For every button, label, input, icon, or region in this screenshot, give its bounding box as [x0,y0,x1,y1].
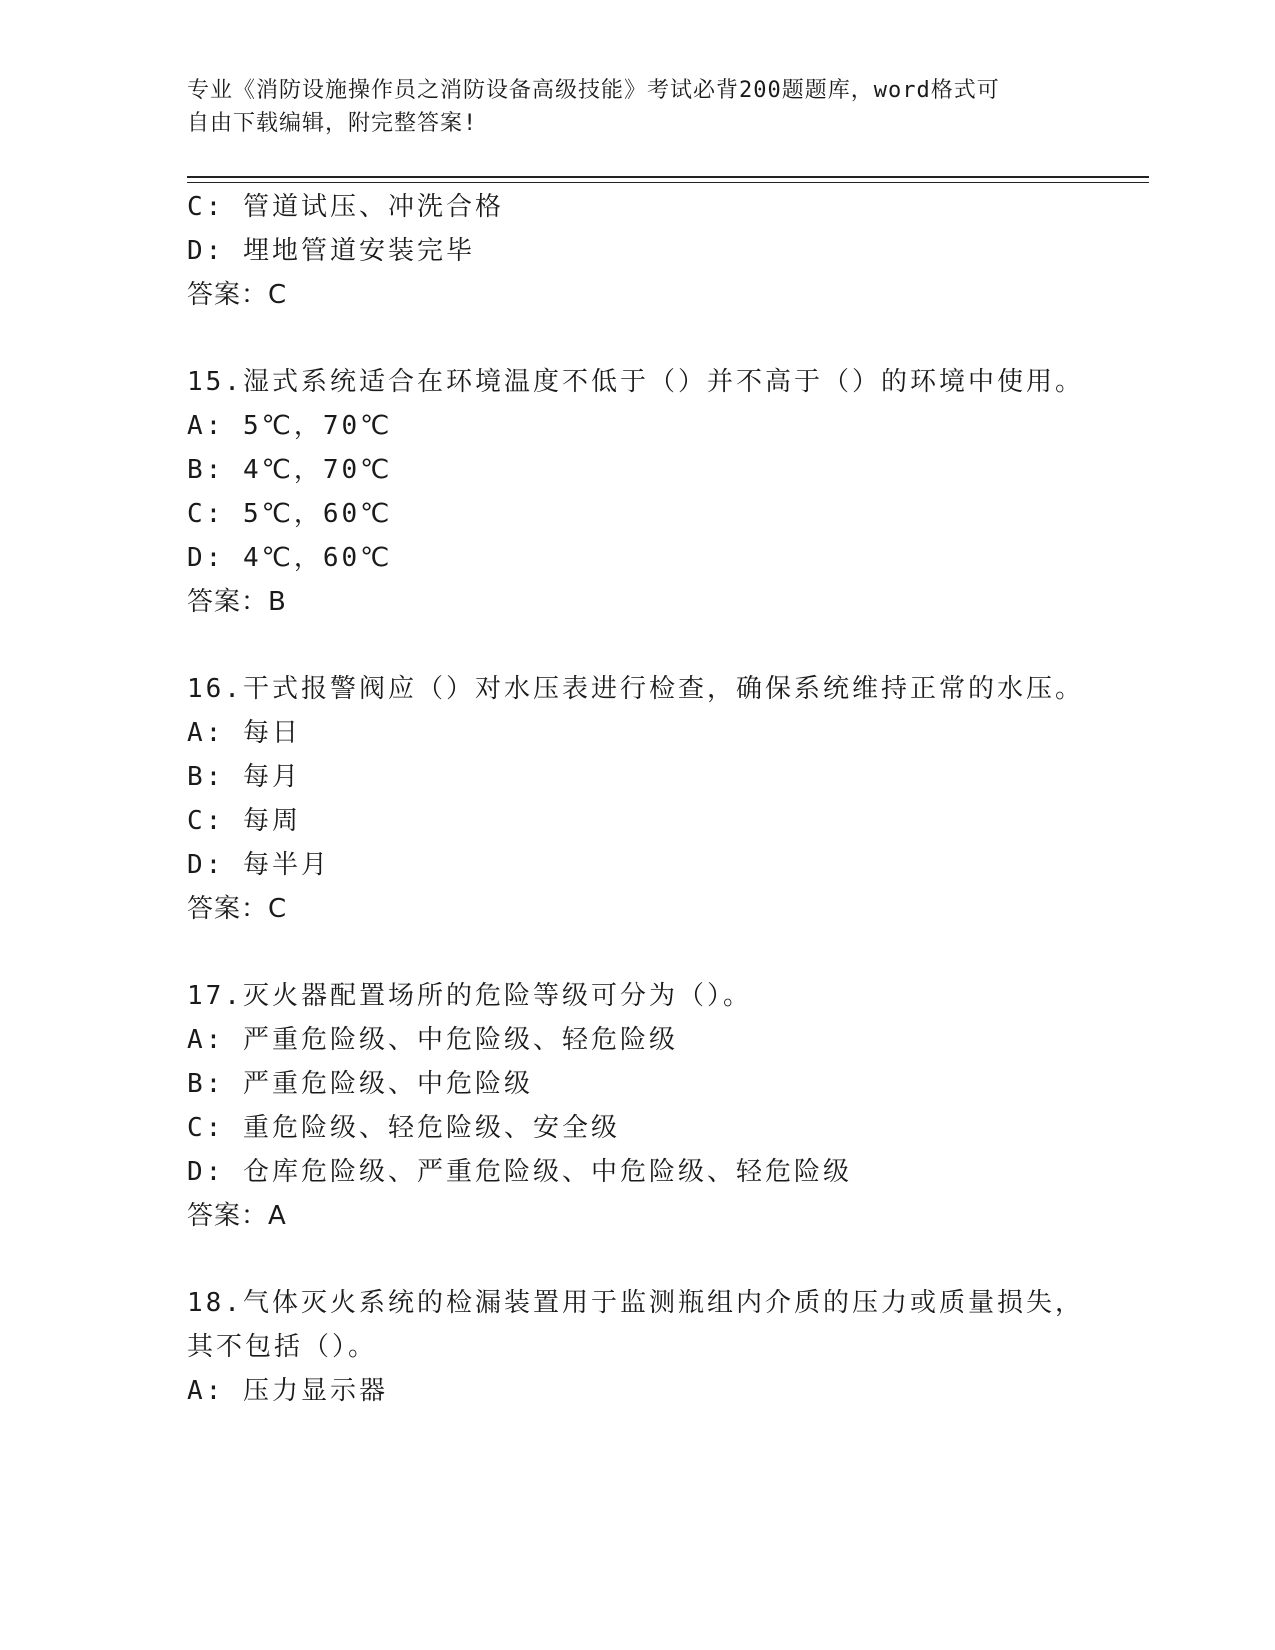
answer-line: 答案：B [187,587,287,617]
question-stem: 17.灭火器配置场所的危险等级可分为（）。 [187,981,752,1011]
header-line-2: 自由下载编辑，附完整答案! [187,111,478,136]
option-a: A: 每日 [187,718,301,748]
document-header [187,74,1087,140]
option-c: C: 5℃，60℃ [187,499,393,529]
header-divider-thin [187,182,1149,183]
question-stem: 16.干式报警阀应（）对水压表进行检查，确保系统维持正常的水压。 [187,674,1084,704]
header-divider [187,176,1149,178]
option-a: A: 严重危险级、中危险级、轻危险级 [187,1025,678,1055]
answer-line: 答案：A [187,1201,287,1231]
option-b: B: 严重危险级、中危险级 [187,1069,533,1099]
option-d: D: 4℃，60℃ [187,543,393,573]
question-stem: 18.气体灭火系统的检漏装置用于监测瓶组内介质的压力或质量损失， [187,1288,1084,1318]
option-d: D: 每半月 [187,850,330,880]
option-c: C: 每周 [187,806,301,836]
option-b: B: 每月 [187,762,301,792]
option-d: D: 埋地管道安装完毕 [187,236,475,266]
option-d: D: 仓库危险级、严重危险级、中危险级、轻危险级 [187,1157,852,1187]
option-a: A: 压力显示器 [187,1376,388,1406]
answer-line: 答案：C [187,280,288,310]
question-stem: 15.湿式系统适合在环境温度不低于（）并不高于（）的环境中使用。 [187,367,1084,397]
header-line-1: 专业《消防设施操作员之消防设备高级技能》考试必背200题题库，word格式可 [187,78,1000,103]
question-stem-continued: 其不包括（）。 [187,1332,378,1362]
answer-line: 答案：C [187,894,288,924]
option-c: C: 管道试压、冲洗合格 [187,192,504,222]
option-c: C: 重危险级、轻危险级、安全级 [187,1113,620,1143]
option-b: B: 4℃，70℃ [187,455,393,485]
option-a: A: 5℃，70℃ [187,411,393,441]
